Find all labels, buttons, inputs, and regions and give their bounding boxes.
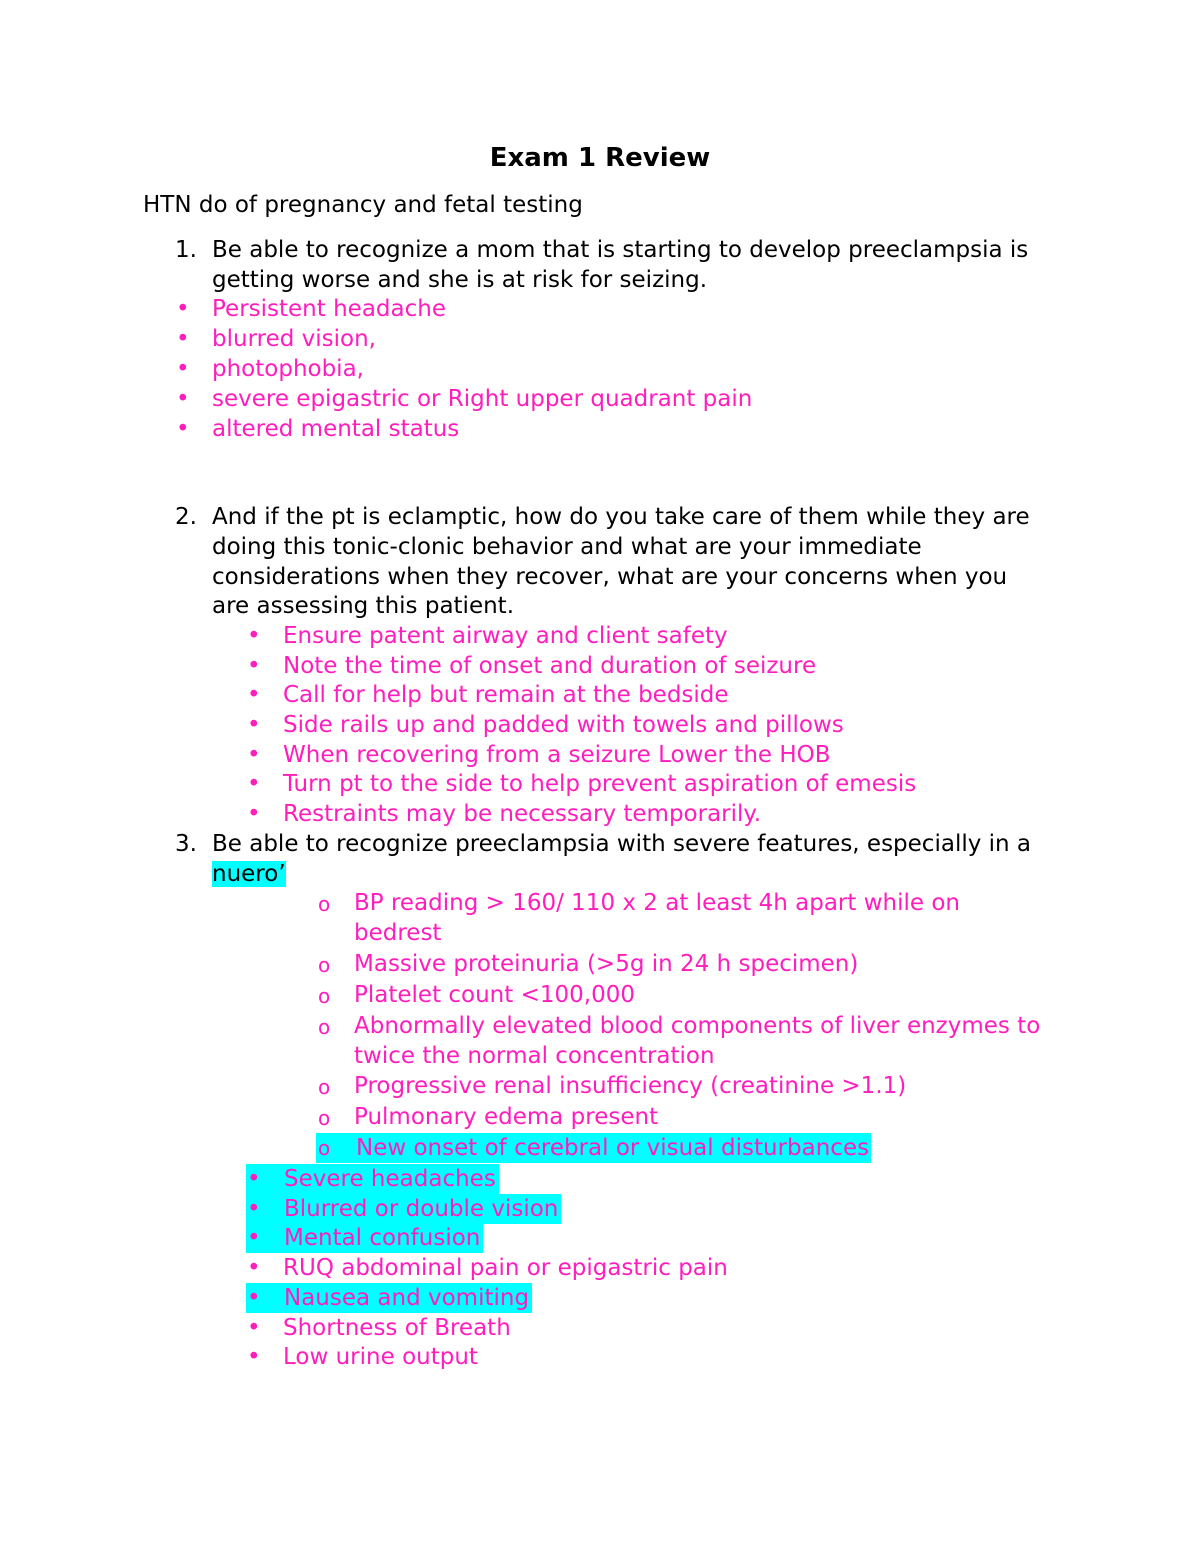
q2-bullet: Call for help but remain at the bedside <box>283 682 729 708</box>
q2-bullet: Turn pt to the side to help prevent aspiration of emesis <box>283 771 917 797</box>
bullet-icon: • <box>247 771 261 797</box>
q2-bullet: Note the time of onset and duration of seizure <box>283 653 817 679</box>
bullet-icon: • <box>247 1344 261 1370</box>
sub-bullet-icon: o <box>318 1136 331 1160</box>
q1-bullet: Persistent headache <box>212 296 446 322</box>
bullet-icon: • <box>247 682 261 708</box>
q3-sub-bullet: Progressive renal insufficiency (creatinine >1.1) <box>354 1073 907 1099</box>
page-title: Exam 1 Review <box>489 143 711 173</box>
sub-bullet-icon: o <box>318 984 331 1008</box>
sub-bullet-icon: o <box>318 953 331 977</box>
q3-line-1: Be able to recognize preeclampsia with severe features, especially in a <box>212 831 1032 857</box>
bullet-icon: • <box>247 653 261 679</box>
sub-bullet-icon: o <box>318 1075 331 1099</box>
sub-bullet-icon: o <box>318 1106 331 1130</box>
bullet-icon: • <box>247 1225 261 1251</box>
highlighted-text: nuero’ <box>212 861 286 887</box>
q3-sub-bullet: Massive proteinuria (>5g in 24 h specimen) <box>354 951 859 977</box>
bullet-icon: • <box>247 1285 261 1311</box>
bullet-icon: • <box>247 801 261 827</box>
q3-sub-bullet-cont: twice the normal concentration <box>354 1043 715 1069</box>
sub-bullet-icon: o <box>318 892 331 916</box>
q1-line-1: Be able to recognize a mom that is starting to develop preeclampsia is <box>212 237 1029 263</box>
q3-sub-bullet-cont: bedrest <box>354 920 442 946</box>
bullet-icon: • <box>247 1255 261 1281</box>
bullet-icon: • <box>247 623 261 649</box>
q3-sub-bullet-highlighted: o New onset of cerebral or visual disturbances <box>318 1135 870 1161</box>
q3-line-2 <box>212 859 286 889</box>
q3-sub-bullet: BP reading > 160/ 110 x 2 at least 4h apart while on <box>354 890 960 916</box>
q2-bullet: When recovering from a seizure Lower the HOB <box>283 742 831 768</box>
q3-sub-bullet: Platelet count <100,000 <box>354 982 635 1008</box>
bullet-icon: • <box>247 712 261 738</box>
q2-line-4: are assessing this patient. <box>212 593 514 619</box>
q3-bullet-highlighted: • Blurred or double vision <box>246 1194 561 1224</box>
q1-bullet: photophobia, <box>212 356 364 382</box>
bullet-icon: • <box>247 1196 261 1222</box>
q1-number: 1. <box>175 237 197 263</box>
q3-bullet-highlighted: • Severe headaches <box>246 1164 499 1194</box>
q1-bullet: altered mental status <box>212 416 460 442</box>
bullet-icon: • <box>176 296 190 322</box>
bullet-icon: • <box>247 742 261 768</box>
q2-bullet: Restraints may be necessary temporarily. <box>283 801 762 827</box>
q2-number: 2. <box>175 504 197 530</box>
bullet-icon: • <box>176 386 190 412</box>
q1-bullet: severe epigastric or Right upper quadrant pain <box>212 386 753 412</box>
q2-line-3: considerations when they recover, what are your concerns when you <box>212 564 1008 590</box>
q3-sub-bullet: Abnormally elevated blood components of liver enzymes to <box>354 1013 1041 1039</box>
bullet-icon: • <box>247 1166 261 1192</box>
q2-line-2: doing this tonic-clonic behavior and what are your immediate <box>212 534 922 560</box>
q3-bullet-highlighted: • Nausea and vomiting <box>246 1283 532 1313</box>
q3-bullet: Shortness of Breath <box>283 1315 511 1341</box>
q3-bullet: RUQ abdominal pain or epigastric pain <box>283 1255 728 1281</box>
sub-bullet-icon: o <box>318 1015 331 1039</box>
q1-line-2: getting worse and she is at risk for seizing. <box>212 267 708 293</box>
q2-bullet: Ensure patent airway and client safety <box>283 623 728 649</box>
q3-bullet: Low urine output <box>283 1344 478 1370</box>
section-heading: HTN do of pregnancy and fetal testing <box>143 192 583 218</box>
q1-bullet: blurred vision, <box>212 326 376 352</box>
bullet-icon: • <box>176 416 190 442</box>
q3-bullet-highlighted: • Mental confusion <box>246 1223 483 1253</box>
q2-bullet: Side rails up and padded with towels and pillows <box>283 712 844 738</box>
q3-number: 3. <box>175 831 197 857</box>
q3-sub-bullet: Pulmonary edema present <box>354 1104 659 1130</box>
bullet-icon: • <box>247 1315 261 1341</box>
bullet-icon: • <box>176 326 190 352</box>
bullet-icon: • <box>176 356 190 382</box>
q2-line-1: And if the pt is eclamptic, how do you take care of them while they are <box>212 504 1030 530</box>
